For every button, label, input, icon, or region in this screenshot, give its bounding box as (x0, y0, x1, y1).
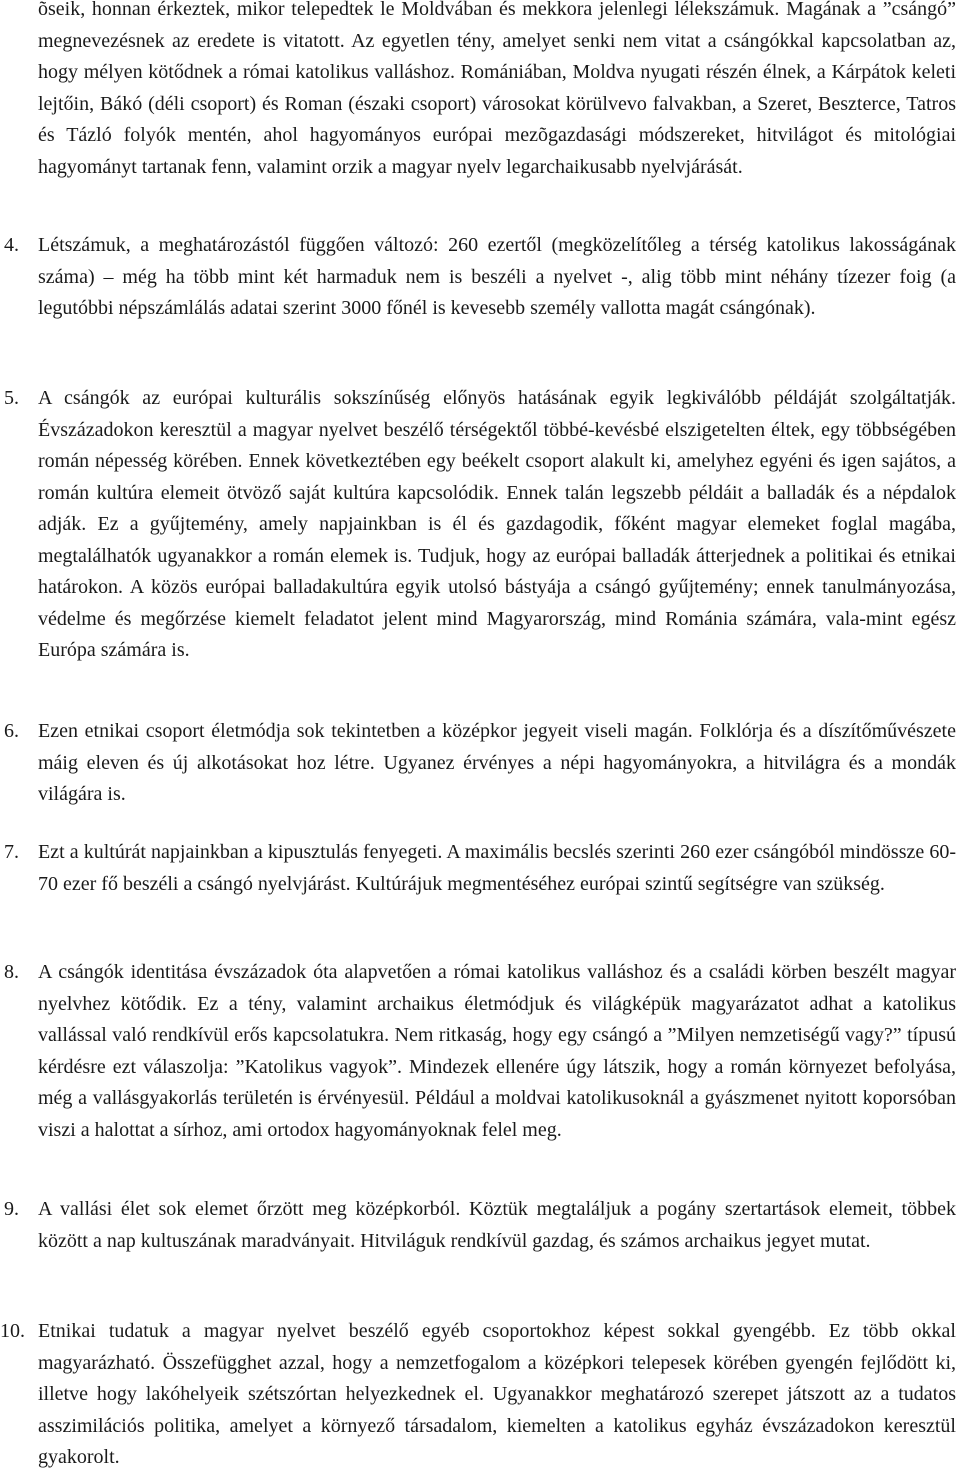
paragraph-text: Ezen etnikai csoport életmódja sok tekintetben a középkor jegyeit viseli magán. Folklórja és a díszítőművészete máig eleven és új alkotásokat hoz létre. Ugyanez érvényes a népi hagyományokra, a hitvilágra és a mondák világára is. (38, 720, 956, 805)
paragraph-text: A vallási élet sok elemet őrzött meg középkorból. Köztük megtaláljuk a pogány szertartások elemeit, többek között a nap kultuszának maradványait. Hitviláguk rendkívül gazdag, és számos archaikus jegyet mutat. (38, 1198, 956, 1252)
paragraph-text: Létszámuk, a meghatározástól függően változó: 260 ezertől (megközelítőleg a térség katolikus lakosságának száma) – még ha több mint két harmaduk nem is beszéli a nyelvet -, alig több mint néhány tízezer foig (a legutóbbi népszámlálás adatai szerint 3000 főnél is kevesebb személy vallotta magát csángónak). (38, 234, 956, 319)
paragraph-text: A csángók az európai kulturális sokszínűség előnyös hatásának egyik legkiválóbb példáját szolgáltatják. Évszázadokon keresztül a magyar nyelvet beszélő térségektől többé-kevésbé elszigetelten éltek, egy többségében román népesség körében. Ennek következtében egy beékelt csoport alakult ki, amelyhez egyéni és igen sajátos, a román kultúra elemeit ötvöző saját kultúra kapcsolódik. Ennek talán legszebb példáit a balladák és a népdalok adják. Ez a gyűjtemény, amely napjainkban is él és gazdagodik, főként magyar elemeket foglal magába, megtalálhatók ugyanakkor a román elemek is. Tudjuk, hogy az európai balladák átterjednek a politikai és etnikai határokon. A közös európai balladakultúra egyik utolsó bástyája a csángó gyűjtemény; ennek tanulmányozása, védelme és megőrzése kiemelt feladatot jelent mind Magyarország, mind Románia számára, vala-mint egész Európa számára is. (38, 387, 956, 661)
paragraph-number: 8. (4, 961, 19, 983)
paragraph-number: 5. (4, 387, 19, 409)
paragraph-number: 4. (4, 234, 19, 256)
paragraph-text: Ezt a kultúrát napjainkban a kipusztulás fenyegeti. A maximális becslés szerinti 260 ezer csángóból mindössze 60-70 ezer fő beszéli a csángó nyelvjárást. Kultúrájuk megmentéséhez európai szintű segítségre van szükség. (38, 841, 956, 895)
paragraph-text: A csángók identitása évszázadok óta alapvetően a római katolikus valláshoz és a családi körben beszélt magyar nyelvhez kötődik. Ez a tény, valamint archaikus életmódjuk és világképük magyarázatot adhat a katolikus vallással való rendkívül erős kapcsolatukra. Nem ritkaság, hogy egy csángó a ”Milyen nemzetiségű vagy?” típusú kérdésre ezt válaszolja: ”Katolikus vagyok”. Mindezek ellenére úgy látszik, hogy a román környezet befolyása, még a vallásgyakorlás területén is érvényesül. Például a moldvai katolikusoknál a gyászmenet nyitott koporsóban viszi a halottat a sírhoz, ami ortodox hagyományoknak felel meg. (38, 961, 956, 1141)
paragraph-text: Etnikai tudatuk a magyar nyelvet beszélő egyéb csoportokhoz képest sokkal gyengébb. Ez több okkal magyarázható. Összefügghet azzal, hogy a nemzetfogalom a középkori telepesek körében gyengén fejlődött ki, illetve hogy lakóhelyeik szétszórtan helyezkednek el. Ugyanakkor meghatározó szerepet játszott az a tudatos asszimilációs politika, amelyet a környező társadalom, kiemelten a katolikus egyház évszázadokon keresztül gyakorolt. (38, 1320, 956, 1468)
paragraph-number: 10. (0, 1320, 25, 1342)
paragraph-number: 6. (4, 720, 19, 742)
continued-paragraph: õseik, honnan érkeztek, mikor telepedtek le Moldvában és mekkora jelenlegi lélekszámuk. Magának a ”csángó” megnevezésnek az eredete is vitatott. Az egyetlen tény, amelyet senki nem vitat a csángókkal kapcsolatban az, hogy mélyen kötődnek a római katolikus valláshoz. Romániában, Moldva nyugati részén élnek, a Kárpátok keleti lejtőin, Bákó (déli csoport) és Roman (északi csoport) városokat körülvevo falvakban, a Szeret, Beszterce, Tatros és Tázló folyók mentén, ahol hagyományos európai mezõgazdasági módszereket, hitvilágot és mitológiai hagyományt tartanak fenn, valamint orzik a magyar nyelv legarchaikusabb nyelvjárását. (38, 0, 956, 178)
paragraph-number: 7. (4, 841, 19, 863)
paragraph-number: 9. (4, 1198, 19, 1220)
